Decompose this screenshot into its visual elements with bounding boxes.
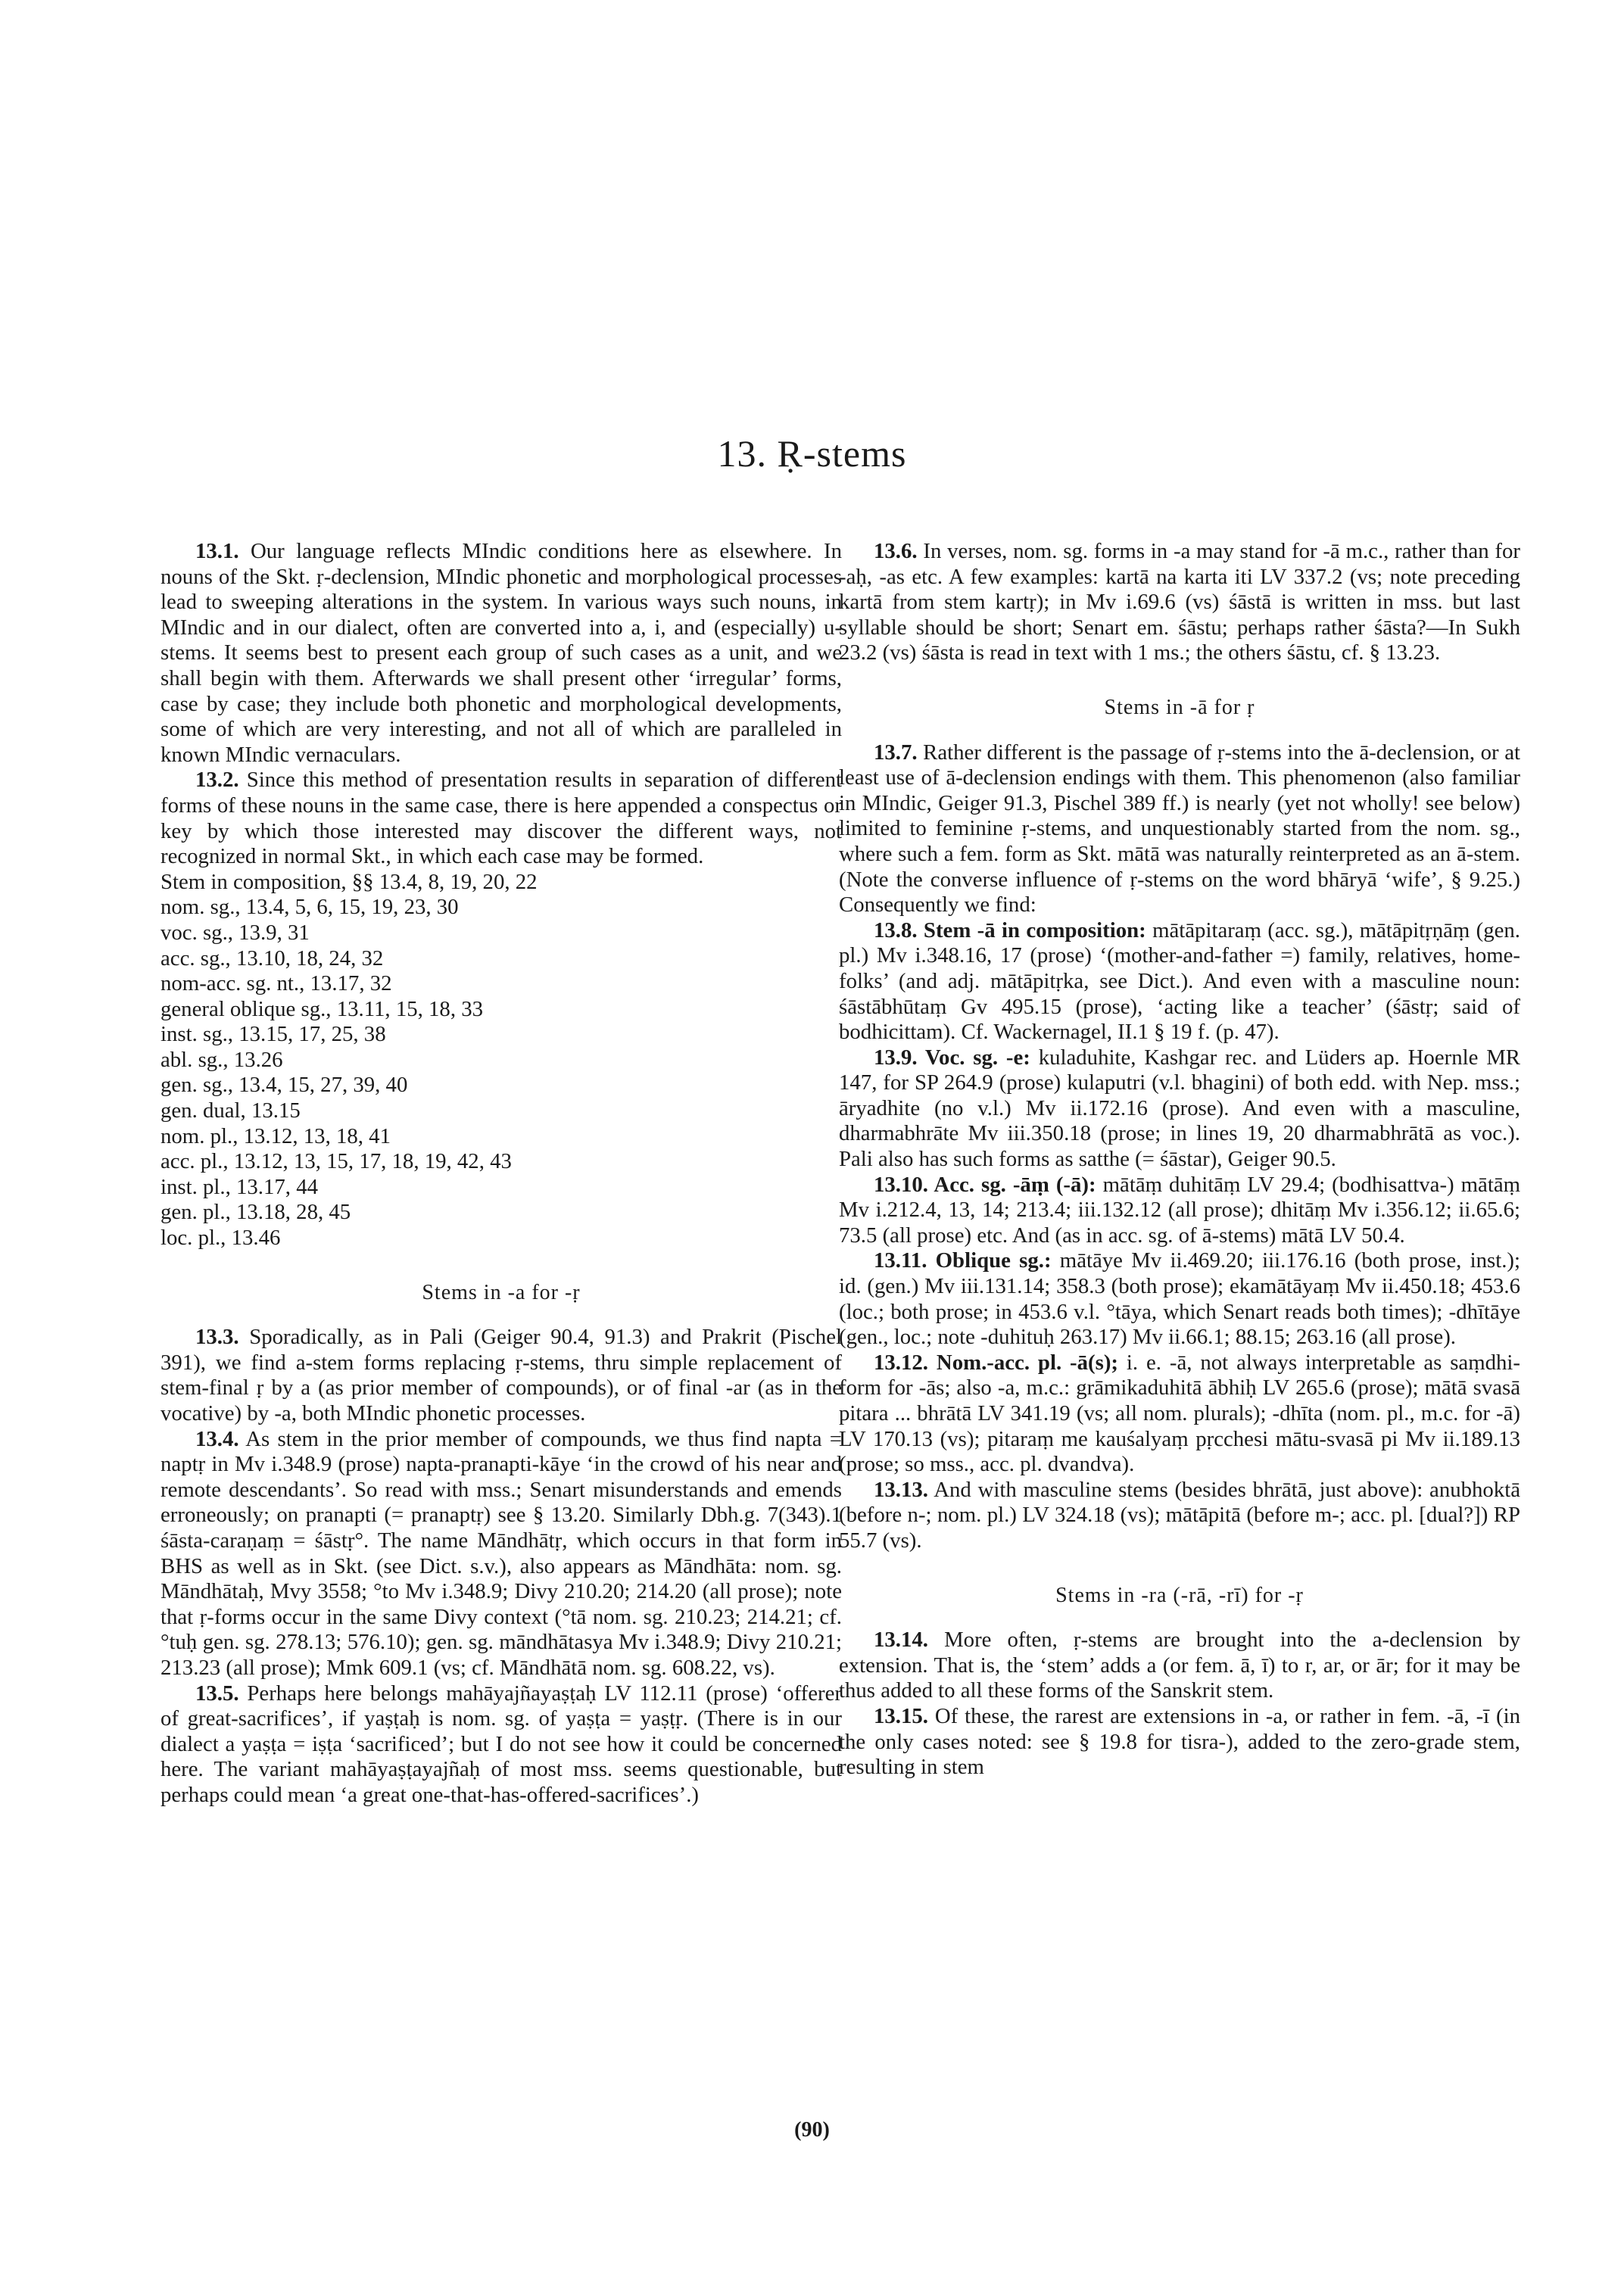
paragraph-13-6 bbox=[839, 539, 1520, 666]
index-entry: nom. pl., 13.12, 13, 18, 41 bbox=[161, 1123, 391, 1148]
section-number: 13.13. bbox=[874, 1477, 928, 1502]
paragraph-13-3 bbox=[161, 1325, 842, 1426]
paragraph-text: i. e. -ā, not always interpretable as saṃdhi-form for -ās; also -a, m.c.: grāmikaduhitā ābhiḥ LV 265.6 (prose); mātā svasā pitara ... bhrātā LV 341.19 (vs; all nom. plurals); -dhīta (nom. pl., m.c. for -ā) LV 170.13 (vs); pitaraṃ me kauśalyaṃ pṛcchesi mātu-svasā pi Mv ii.189.13 (prose; so mss., acc. pl. dvandva). bbox=[839, 1350, 1520, 1477]
case-index-list bbox=[161, 870, 842, 1251]
index-entry: Stem in composition, §§ 13.4, 8, 19, 20, 22 bbox=[161, 869, 538, 894]
section-number: 13.6. bbox=[874, 539, 918, 563]
section-heading: Stems in -ra (-rā, -rī) for -ṛ bbox=[1055, 1583, 1304, 1607]
paragraph-text: kuladuhite, Kashgar rec. and Lüders ap. Hoernle MR 147, for SP 264.9 (prose) kulaputri (v.l. bhagini) of both edd. with Nep. mss.; āryadhite (no v.l.) Mv ii.172.16 (prose). And even with a masculine, dharmabhrāte Mv iii.350.18 (prose; in lines 19, 20 dharmabhrātā as voc.). Pali also has such forms as satthe (= śāstar), Geiger 90.5. bbox=[839, 1045, 1521, 1172]
paragraph-13-7 bbox=[839, 740, 1520, 918]
section-number: 13.7. bbox=[874, 740, 918, 765]
section-number: 13.15. bbox=[874, 1703, 928, 1728]
section-number: 13.12. Nom.-acc. pl. -ā(s); bbox=[874, 1350, 1119, 1375]
paragraph-13-13 bbox=[839, 1478, 1520, 1554]
right-column bbox=[839, 539, 1520, 1781]
paragraph-text: More often, ṛ-stems are brought into the a-declension by extension. That is, the ‘stem’ adds a (or fem. ā, ī) to r, ar, or ār; for it may be thus added to all these forms of the Sanskrit stem. bbox=[839, 1628, 1521, 1703]
section-heading: Stems in -ā for ṛ bbox=[1104, 695, 1255, 719]
page-number: (90) bbox=[794, 2118, 830, 2142]
paragraph-text: mātāye Mv ii.469.20; iii.176.16 (both prose, inst.); id. (gen.) Mv iii.131.14; 358.3 (both prose); ekamātāyaṃ Mv ii.450.18; 453.6 (loc.; both prose; in 453.6 v.l. °tāya, which Senart reads both times); -dhītāye (gen., loc.; note -duhituḥ 263.17) Mv ii.66.1; 88.15; 263.16 (all prose). bbox=[839, 1248, 1520, 1350]
paragraph-text: Rather different is the passage of ṛ-stems into the ā-declension, or at least use of ā-declension endings with them. This phenomenon (also familiar in MIndic, Geiger 91.3, Pischel 389 ff.) is nearly (yet not wholly! see below) limited to feminine ṛ-stems, and unquestionably started from the nom. sg., where such a fem. form as Skt. mātā was naturally reinterpreted as an ā-stem. (Note the converse influence of ṛ-stems on the word bhāryā ‘wife’, § 9.25.) Consequently we find: bbox=[839, 740, 1520, 918]
index-entry: abl. sg., 13.26 bbox=[161, 1047, 283, 1072]
index-entry: gen. dual, 13.15 bbox=[161, 1098, 301, 1123]
paragraph-text: Since this method of presentation results in separation of different forms of these nouns in the same case, there is here appended a conspectus or key by which those interested may discover the different ways, not recognized in normal Skt., in which each case may be formed. bbox=[161, 768, 842, 869]
section-number: 13.9. Voc. sg. -e: bbox=[874, 1045, 1030, 1070]
paragraph-text: mātāpitaraṃ (acc. sg.), mātāpitṛṇāṃ (gen. pl.) Mv i.348.16, 17 (prose) ‘(mother-and-father =) family, relatives, home-folks’ (and adj. mātāpitṛka, see Dict.). And even with a masculine noun: śāstābhūtaṃ Gv 495.15 (prose), ‘acting like a teacher’ (śāstṛ; said of bodhicittam). Cf. Wackernagel, II.1 § 19 f. (p. 47). bbox=[839, 918, 1520, 1045]
paragraph-text: And with masculine stems (besides bhrātā, just above): anubhoktā (before n-; nom. pl.) LV 324.18 (vs); mātāpitā (before m-; acc. pl. [dual?]) RP 55.7 (vs). bbox=[839, 1477, 1520, 1553]
paragraph-13-15 bbox=[839, 1704, 1520, 1781]
paragraph-text: In verses, nom. sg. forms in -a may stand for -ā m.c., rather than for -aḥ, -as etc. A few examples: kartā na karta iti LV 337.2 (vs; note preceding kartā from stem kartṛ); in Mv i.69.6 (vs) śāstā is written in mss. but last syllable should be short; Senart em. śāstu; perhaps rather śāsta?—In Sukh 23.2 (vs) śāsta is read in text with 1 ms.; the others śāstu, cf. § 13.23. bbox=[839, 539, 1520, 665]
section-heading: Stems in -a for -ṛ bbox=[422, 1280, 581, 1304]
index-entry: acc. sg., 13.10, 18, 24, 32 bbox=[161, 946, 384, 970]
paragraph-13-1 bbox=[161, 539, 842, 768]
index-entry: nom. sg., 13.4, 5, 6, 15, 19, 23, 30 bbox=[161, 895, 459, 920]
paragraph-text: Our language reflects MIndic conditions here as elsewhere. In nouns of the Skt. ṛ-declension, MIndic phonetic and morphological processes lead to sweeping alterations in the system. In various ways such nouns, in MIndic and in our dialect, often are converted into a, i, and (especially) u-stems. It seems best to present each group of such cases as a unit, and we shall begin with them. Afterwards we shall present other ‘irregular’ forms, case by case; they include both phonetic and morphological developments, some of which are very interesting, and not all of which are paralleled in known MIndic vernaculars. bbox=[161, 539, 842, 767]
index-entry: voc. sg., 13.9, 31 bbox=[161, 920, 310, 945]
index-entry: nom-acc. sg. nt., 13.17, 32 bbox=[161, 971, 392, 996]
section-number: 13.8. Stem -ā in composition: bbox=[874, 918, 1146, 942]
index-entry: gen. pl., 13.18, 28, 45 bbox=[161, 1200, 351, 1225]
section-number: 13.10. Acc. sg. -āṃ (-ā): bbox=[874, 1172, 1096, 1197]
index-entry: general oblique sg., 13.11, 15, 18, 33 bbox=[161, 996, 484, 1021]
left-column bbox=[161, 539, 842, 1809]
paragraph-13-14 bbox=[839, 1628, 1520, 1704]
paragraph-text: mātāṃ duhitāṃ LV 29.4; (bodhisattva-) mātāṃ Mv i.212.4, 13, 14; 213.4; iii.132.12 (all prose); dhitāṃ Mv i.356.12; ii.65.6; 73.5 (all prose) etc. And (as in acc. sg. of ā-stems) mātā LV 50.4. bbox=[839, 1172, 1521, 1248]
paragraph-13-5 bbox=[161, 1681, 842, 1809]
section-number: 13.1. bbox=[195, 539, 239, 563]
paragraph-13-10 bbox=[839, 1173, 1520, 1249]
paragraph-13-12 bbox=[839, 1351, 1520, 1478]
paragraph-text: Of these, the rarest are extensions in -a, or rather in fem. -ā, -ī (in the only cases noted: see § 19.8 for tisra-), added to the zero-grade stem, resulting in stem bbox=[839, 1703, 1521, 1780]
index-entry: inst. pl., 13.17, 44 bbox=[161, 1174, 318, 1199]
index-entry: inst. sg., 13.15, 17, 25, 38 bbox=[161, 1022, 386, 1047]
paragraph-13-2 bbox=[161, 768, 842, 869]
index-entry: loc. pl., 13.46 bbox=[161, 1226, 281, 1251]
paragraph-text: Sporadically, as in Pali (Geiger 90.4, 91.3) and Prakrit (Pischel 391), we find a-stem forms replacing ṛ-stems, thru simple replacement of stem-final ṛ by a (as prior member of compounds), or of final -ar (as in the vocative) by -a, both MIndic phonetic processes. bbox=[161, 1325, 842, 1425]
index-entry: gen. sg., 13.4, 15, 27, 39, 40 bbox=[161, 1073, 408, 1098]
section-number: 13.4. bbox=[195, 1426, 239, 1451]
section-number: 13.2. bbox=[195, 768, 239, 793]
paragraph-13-11 bbox=[839, 1248, 1520, 1350]
section-number: 13.3. bbox=[195, 1325, 239, 1350]
index-entry: acc. pl., 13.12, 13, 15, 17, 18, 19, 42, 43 bbox=[161, 1149, 512, 1174]
paragraph-13-8 bbox=[839, 918, 1520, 1045]
paragraph-text: As stem in the prior member of compounds, we thus find napta = naptṛ in Mv i.348.9 (prose) napta-pranapti-kāye ‘in the crowd of his near and remote descendants’. So read with mss.; Senart misunderstands and emends erroneously; on pranapti (= pranaptṛ) see § 13.20. Similarly Dbh.g. 7(343).1 śāsta-caraṇaṃ = śāstṛ°. The name Māndhātṛ, which occurs in that form in BHS as well as in Skt. (see Dict. s.v.), also appears as Māndhāta: nom. sg. Māndhātaḥ, Mvy 3558; °to Mv i.348.9; Divy 210.20; 214.20 (all prose); note that ṛ-forms occur in the same Divy context (°tā nom. sg. 210.23; 214.21; cf. °tuḥ gen. sg. 278.13; 576.10); gen. sg. māndhātasya Mv i.348.9; Divy 210.21; 213.23 (all prose); Mmk 609.1 (vs; cf. Māndhātā nom. sg. 608.22, vs). bbox=[161, 1426, 842, 1680]
paragraph-text: Perhaps here belongs mahāyajñayaṣṭaḥ LV 112.11 (prose) ‘offerer of great-sacrifices’, if yaṣṭaḥ is nom. sg. of yaṣṭa = yaṣṭṛ. (There is in our dialect a yaṣṭa = iṣṭa ‘sacrificed’; but I do not see how it could be concerned here. The variant mahāyaṣṭayajñaḥ of most mss. seems questionable, but perhaps could mean ‘a great one-that-has-offered-sacrifices’.) bbox=[161, 1681, 842, 1807]
section-number: 13.5. bbox=[195, 1681, 239, 1706]
paragraph-13-9 bbox=[839, 1045, 1520, 1173]
section-number: 13.11. Oblique sg.: bbox=[874, 1248, 1052, 1273]
page-title: 13. Ṛ-stems bbox=[717, 432, 907, 475]
paragraph-13-4 bbox=[161, 1427, 842, 1681]
section-number: 13.14. bbox=[874, 1628, 928, 1653]
